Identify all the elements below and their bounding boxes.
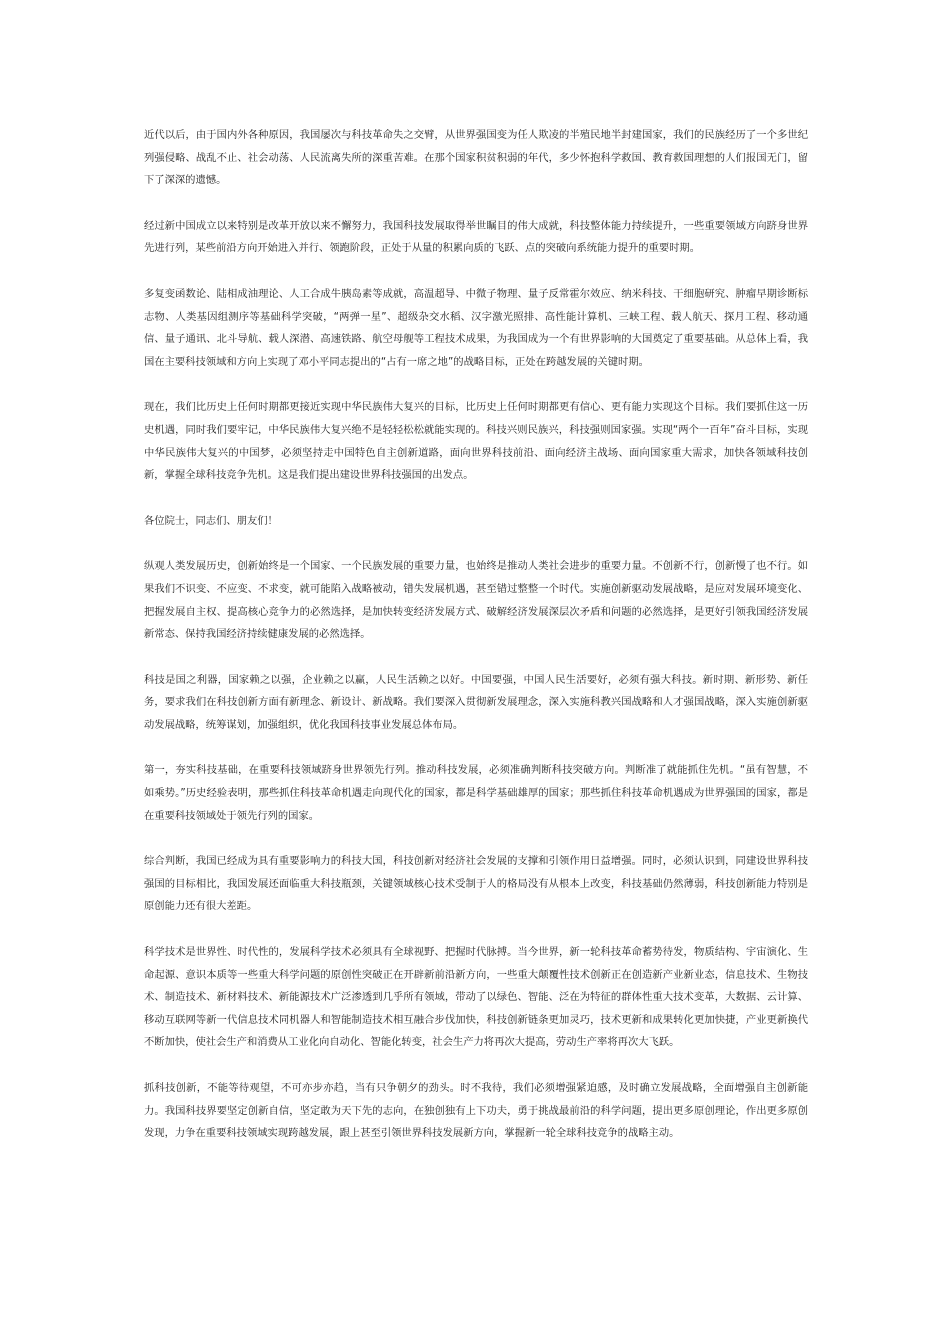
paragraph-7: 科技是国之利器，国家赖之以强，企业赖之以赢，人民生活赖之以好。中国要强，中国人民生活要好，必须有强大科技。新时期、新形势、新任务，要求我们在科技创新方面有新理念、新设计、新战略。我们要深入贯彻新发展理念，深入实施科教兴国战略和人才强国战略，深入实施创新驱动发展战略，统筹谋划，加强组织，优化我国科技事业发展总体布局。 xyxy=(144,673,808,731)
paragraph-9: 综合判断，我国已经成为具有重要影响力的科技大国，科技创新对经济社会发展的支撑和引领作用日益增强。同时，必须认识到，同建设世界科技强国的目标相比，我国发展还面临重大科技瓶颈，关键领域核心技术受制于人的格局没有从根本上改变，科技基础仍然薄弱，科技创新能力特别是原创能力还有很大差距。 xyxy=(144,855,808,913)
paragraph-4: 现在，我们比历史上任何时期都更接近实现中华民族伟大复兴的目标，比历史上任何时期都更有信心、更有能力实现这个目标。我们要抓住这一历史机遇，同时我们要牢记，中华民族伟大复兴绝不是轻轻松松就能实现的。科技兴则民族兴，科技强则国家强。实现“两个一百年”奋斗目标，实现中华民族伟大复兴的中国梦，必须坚持走中国特色自主创新道路，面向世界科技前沿、面向经济主战场、面向国家重大需求，加快各领域科技创新，掌握全球科技竞争先机。这是我们提出建设世界科技强国的出发点。 xyxy=(144,401,808,482)
paragraph-2: 经过新中国成立以来特别是改革开放以来不懈努力，我国科技发展取得举世瞩目的伟大成就，科技整体能力持续提升，一些重要领域方向跻身世界先进行列，某些前沿方向开始进入并行、领跑阶段，正处于从量的积累向质的飞跃、点的突破向系统能力提升的重要时期。 xyxy=(144,219,808,255)
paragraph-3: 多复变函数论、陆相成油理论、人工合成牛胰岛素等成就，高温超导、中微子物理、量子反常霍尔效应、纳米科技、干细胞研究、肿瘤早期诊断标志物、人类基因组测序等基础科学突破，“两弹一星”、超级杂交水稻、汉字激光照排、高性能计算机、三峡工程、载人航天、探月工程、移动通信、量子通讯、北斗导航、载人深潜、高速铁路、航空母舰等工程技术成果，为我国成为一个有世界影响的大国奠定了重要基础。从总体上看，我国在主要科技领域和方向上实现了邓小平同志提出的“占有一席之地”的战略目标，正处在跨越发展的关键时期。 xyxy=(144,287,808,368)
paragraph-6: 纵观人类发展历史，创新始终是一个国家、一个民族发展的重要力量，也始终是推动人类社会进步的重要力量。不创新不行，创新慢了也不行。如果我们不识变、不应变、不求变，就可能陷入战略被动，错失发展机遇，甚至错过整整一个时代。实施创新驱动发展战略，是应对发展环境变化、把握发展自主权、提高核心竞争力的必然选择，是加快转变经济发展方式、破解经济发展深层次矛盾和问题的必然选择，是更好引领我国经济发展新常态、保持我国经济持续健康发展的必然选择。 xyxy=(144,560,808,641)
paragraph-11: 抓科技创新，不能等待观望，不可亦步亦趋，当有只争朝夕的劲头。时不我待，我们必须增强紧迫感，及时确立发展战略，全面增强自主创新能力。我国科技界要坚定创新自信，坚定敢为天下先的志向，在独创独有上下功夫，勇于挑战最前沿的科学问题，提出更多原创理论，作出更多原创发现，力争在重要科技领域实现跨越发展，跟上甚至引领世界科技发展新方向，掌握新一轮全球科技竞争的战略主动。 xyxy=(144,1082,808,1140)
paragraph-1: 近代以后，由于国内外各种原因，我国屡次与科技革命失之交臂，从世界强国变为任人欺凌的半殖民地半封建国家，我们的民族经历了一个多世纪列强侵略、战乱不止、社会动荡、人民流离失所的深重苦难。在那个国家积贫积弱的年代，多少怀抱科学救国、教育救国理想的人们报国无门，留下了深深的遗憾。 xyxy=(144,129,808,187)
paragraph-10: 科学技术是世界性、时代性的，发展科学技术必须具有全球视野、把握时代脉搏。当今世界，新一轮科技革命蓄势待发，物质结构、宇宙演化、生命起源、意识本质等一些重大科学问题的原创性突破正在开辟新前沿新方向，一些重大颠覆性技术创新正在创造新产业新业态，信息技术、生物技术、制造技术、新材料技术、新能源技术广泛渗透到几乎所有领域，带动了以绿色、智能、泛在为特征的群体性重大技术变革，大数据、云计算、移动互联网等新一代信息技术同机器人和智能制造技术相互融合步伐加快，科技创新链条更加灵巧，技术更新和成果转化更加快捷，产业更新换代不断加快，使社会生产和消费从工业化向自动化、智能化转变，社会生产力将再次大提高，劳动生产率将再次大飞跃。 xyxy=(144,946,808,1049)
document-body xyxy=(144,124,808,1168)
paragraph-5-salutation: 各位院士，同志们、朋友们！ xyxy=(144,514,278,527)
paragraph-8: 第一，夯实科技基础，在重要科技领域跻身世界领先行列。推动科技发展，必须准确判断科技突破方向。判断准了就能抓住先机。“虽有智慧，不如乘势。”历史经验表明，那些抓住科技革命机遇走向现代化的国家，都是科学基础雄厚的国家；那些抓住科技革命机遇成为世界强国的国家，都是在重要科技领域处于领先行列的国家。 xyxy=(144,764,808,822)
